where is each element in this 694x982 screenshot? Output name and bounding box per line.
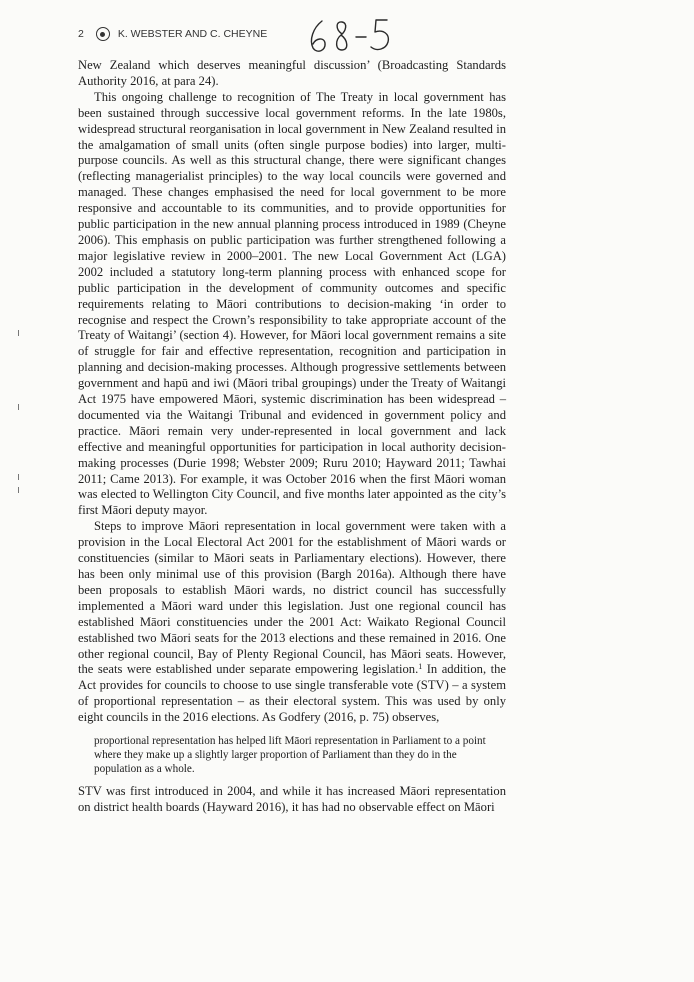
handwritten-annotation — [304, 12, 394, 58]
running-header — [78, 27, 267, 41]
page-number: 2 — [78, 28, 84, 40]
paragraph — [78, 519, 506, 726]
paragraph: This ongoing challenge to recognition of The Treaty in local government has been sustained through successive local government reforms. In the late 1980s, widespread structural reorganisation in local government in New Zealand resulted in the amalgamation of small units (often single purpose bodies) into larger, multi-purpose councils. As well as this structural change, there were significant changes (reflecting managerialist principles) to the way local councils were governed and managed. These changes emphasised the need for local government to be more responsive and accountable to its communities, and to provide opportunities for public participation in the new annual planning process introduced in 1989 (Cheyne 2006). This emphasis on public participation was further strengthened following a major legislative review in 2000–2001. The new Local Government Act (LGA) 2002 included a statutory long-term planning process with enhanced scope for public participation in the development of community outcomes and specific requirements relating to Māori contributions to decision-making ‘in order to recognise and respect the Crown’s responsibility to take appropriate account of the Treaty of Waitangi’ (section 4). However, for Māori local government remains a site of struggle for fair and effective representation, recognition and participation in planning and decision-making processes. Although progressive settlements between government and hapū and iwi (Māori tribal groupings) under the Treaty of Waitangi Act 1975 have empowered Māori, systemic discrimination has been widespread – documented via the Waitangi Tribunal and evidenced in government policy and practice. Māori remain very under-represented in local government and lack effective and meaningful opportunities for participation in local authority decision-making processes (Durie 1998; Webster 2009; Ruru 2010; Hayward 2011; Tawhai 2011; Came 2013). For example, it was October 2016 when the first Māori woman was elected to Wellington City Council, and five months later appointed as the city’s first Māori deputy mayor. — [78, 89, 506, 518]
footnote-marker[interactable]: 1 — [418, 662, 423, 672]
paragraph-text: In addition, the Act provides for councils to choose to use single transferable vote (STV) – a system of proportional representation – as their electoral system. This was used by only eight councils in the 2016 elections. As Godfery (2016, p. 75) observes, — [78, 662, 506, 725]
paragraph: STV was first introduced in 2004, and while it has increased Māori representation on district health boards (Hayward 2016), it has had no observable effect on Māori — [78, 783, 506, 814]
publisher-logo-icon — [96, 27, 110, 41]
margin-mark — [18, 474, 19, 480]
margin-mark — [18, 487, 19, 493]
margin-mark — [18, 404, 19, 410]
block-quote: proportional representation has helped lift Māori representation in Parliament to a point where they make up a slightly larger proportion of Parliament than they do in the population as a whole. — [94, 735, 486, 776]
paragraph: New Zealand which deserves meaningful discussion’ (Broadcasting Standards Authority 2016, at para 24). — [78, 58, 506, 88]
body-text — [78, 58, 506, 815]
paragraph-text: Steps to improve Māori representation in local government were taken with a provision in the Local Electoral Act 2001 for the establishment of Māori wards or constituencies (similar to Māori seats in Parliamentary elections). However, there has been only minimal use of this provision (Bargh 2016a). Although there have been proposals to establish Māori wards, no district council has successfully implemented a Māori ward under this legislation. Just one regional council has established Māori constituencies under the 2001 Act: Waikato Regional Council established two Māori seats for the 2013 elections and these remained in 2016. One other regional council, Bay of Plenty Regional Council, has Māori seats. However, the seats were established under separate empowering legislation. — [78, 519, 506, 677]
running-header-authors: K. WEBSTER AND C. CHEYNE — [117, 28, 268, 40]
margin-mark — [18, 330, 19, 336]
